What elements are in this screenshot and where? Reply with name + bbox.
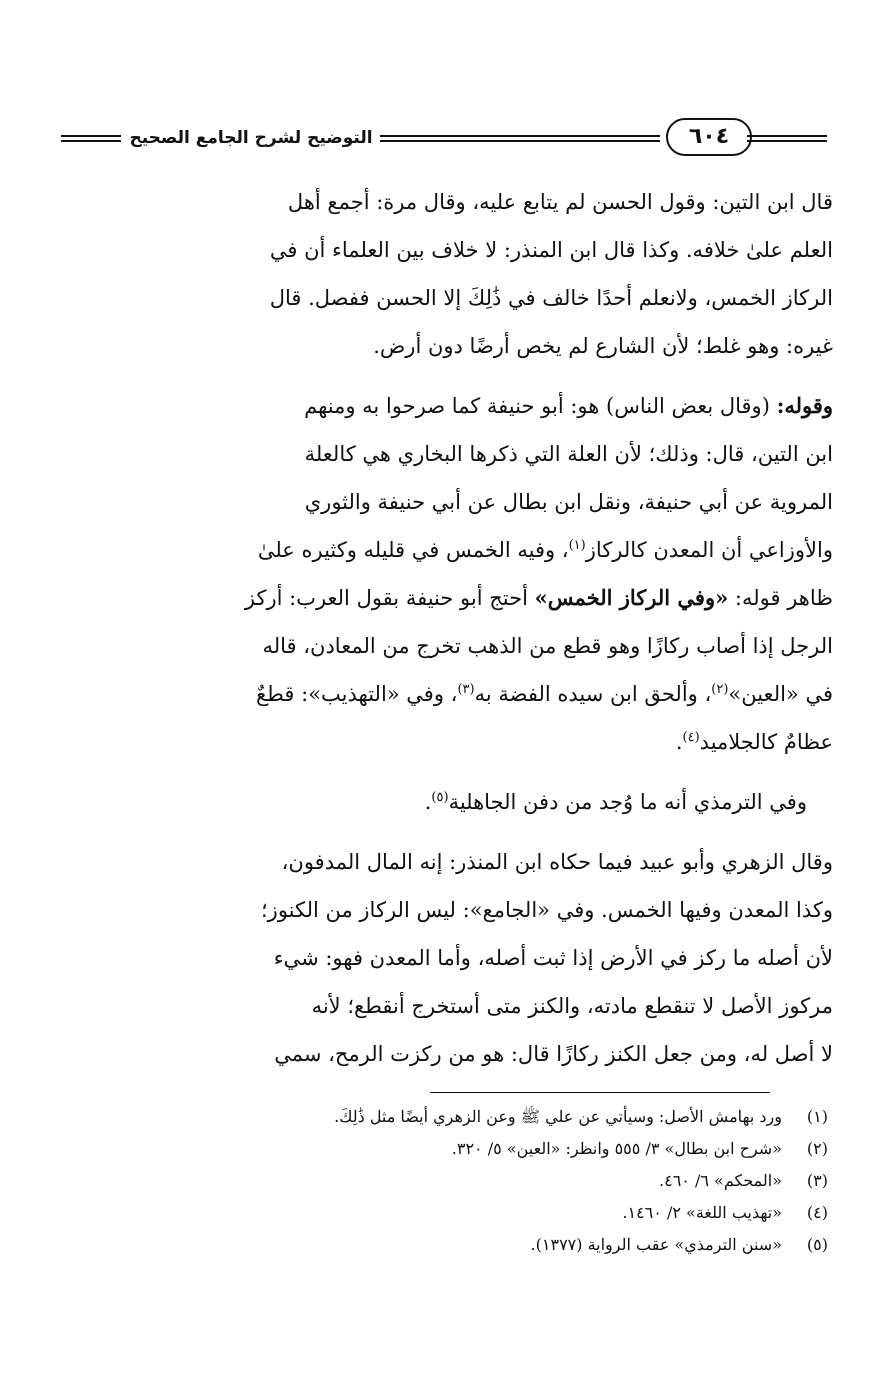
header-rule-middle xyxy=(380,135,660,142)
text-line: لأن أصله ما ركز في الأرض إذا ثبت أصله، وأما المعدن فهو: شيء xyxy=(273,946,833,970)
header-rule-right xyxy=(747,135,827,142)
text-fragment: ، وألحق ابن سيده الفضة به xyxy=(474,682,712,706)
text-fragment: . xyxy=(675,730,683,754)
paragraph-1 xyxy=(48,178,833,370)
paragraph-3 xyxy=(48,778,833,826)
text-line: الركاز الخمس، ولانعلم أحدًا خالف في ذَٰلِكَ إلا الحسن ففصل. قال xyxy=(269,286,833,310)
footnote-ref[interactable]: (٢) xyxy=(711,682,729,697)
text-line xyxy=(48,526,833,574)
footnote-separator xyxy=(430,1092,770,1093)
page-number: ٦٠٤ xyxy=(666,118,752,156)
text-line: ابن التين، قال: وذلك؛ لأن العلة التي ذكرها البخاري هي كالعلة xyxy=(304,442,833,466)
text-line xyxy=(48,718,833,766)
text-fragment: عظامٌ كالجلاميد xyxy=(699,730,833,754)
text-line: المروية عن أبي حنيفة، ونقل ابن بطال عن أبي حنيفة والثوري xyxy=(304,490,833,514)
footnote-ref[interactable]: (٤) xyxy=(682,730,700,745)
text-fragment: ، وفيه الخمس في قليله وكثيره علىٰ xyxy=(257,538,569,562)
text-fragment: ، وفي «التهذيب»: قطعٌ xyxy=(256,682,458,706)
text-fragment: في «العين» xyxy=(728,682,833,706)
footnote-number: (١) xyxy=(806,1107,828,1126)
text-line: قال ابن التين: وقول الحسن لم يتابع عليه، وقال مرة: أجمع أهل xyxy=(287,190,833,214)
footnote-ref[interactable]: (١) xyxy=(568,538,586,553)
footnote xyxy=(48,1229,828,1261)
text-line: العلم علىٰ خلافه. وكذا قال ابن المنذر: لا خلاف بين العلماء أن في xyxy=(269,238,833,262)
text-line: الرجل إذا أصاب ركازًا وهو قطع من الذهب تخرج من المعادن، قاله xyxy=(262,634,833,658)
text-fragment: (وقال بعض الناس) هو: أبو حنيفة كما صرحوا به ومنهم xyxy=(304,394,777,418)
text-line xyxy=(48,670,833,718)
text-fragment: ظاهر قوله: xyxy=(728,586,833,610)
running-title: التوضيح لشرح الجامع الصحيح xyxy=(129,128,373,148)
footnote-text: «شرح ابن بطال» ٣/ ٥٥٥ وانظر: «العين» ٥/ ٣٢٠. xyxy=(451,1139,782,1158)
page-header xyxy=(55,116,835,160)
text-line xyxy=(48,574,833,622)
paragraph-2 xyxy=(48,382,833,766)
footnote xyxy=(48,1101,828,1133)
footnote-text: «سنن الترمذي» عقب الرواية (١٣٧٧). xyxy=(530,1235,782,1254)
text-line: وقال الزهري وأبو عبيد فيما حكاه ابن المنذر: إنه المال المدفون، xyxy=(281,850,833,874)
text-fragment: والأوزاعي أن المعدن كالركاز xyxy=(585,538,833,562)
paragraph-4 xyxy=(48,838,833,1078)
text-fragment: وفي الترمذي أنه ما وُجد من دفن الجاهلية xyxy=(448,790,807,814)
text-line: لا أصل له، ومن جعل الكنز ركازًا قال: هو من ركزت الرمح، سمي xyxy=(274,1042,833,1066)
footnotes xyxy=(48,1101,828,1261)
lead-word: وقوله: xyxy=(776,393,833,418)
text-line xyxy=(48,778,807,826)
header-rule-left xyxy=(61,135,121,142)
text-line: وكذا المعدن وفيها الخمس. وفي «الجامع»: ليس الركاز من الكنوز؛ xyxy=(261,898,833,922)
text-fragment: أحتج أبو حنيفة بقول العرب: أركز xyxy=(244,586,535,610)
footnote-number: (٥) xyxy=(806,1235,828,1254)
quoted-hadith: «وفي الركاز الخمس» xyxy=(534,585,729,610)
text-line: مركوز الأصل لا تنقطع مادته، والكنز متى أستخرج أنقطع؛ لأنه xyxy=(311,994,833,1018)
footnote-text: «تهذيب اللغة» ٢/ ١٤٦٠. xyxy=(622,1203,782,1222)
footnote xyxy=(48,1133,828,1165)
text-fragment: . xyxy=(424,790,432,814)
footnote xyxy=(48,1197,828,1229)
text-line xyxy=(48,382,833,430)
footnote-text: «المحكم» ٦/ ٤٦٠. xyxy=(659,1171,782,1190)
main-text xyxy=(48,178,833,1090)
footnote-text: ورد بهامش الأصل: وسيأتي عن علي ﷺ وعن الزهري أيضًا مثل ذَٰلِكَ. xyxy=(334,1107,782,1126)
footnote-number: (٤) xyxy=(806,1203,828,1222)
footnote-number: (٣) xyxy=(806,1171,828,1190)
footnote-ref[interactable]: (٥) xyxy=(431,790,449,805)
text-line: غيره: وهو غلط؛ لأن الشارع لم يخص أرضًا دون أرض. xyxy=(373,334,833,358)
footnote-ref[interactable]: (٣) xyxy=(457,682,475,697)
footnote xyxy=(48,1165,828,1197)
footnote-number: (٢) xyxy=(806,1139,828,1158)
